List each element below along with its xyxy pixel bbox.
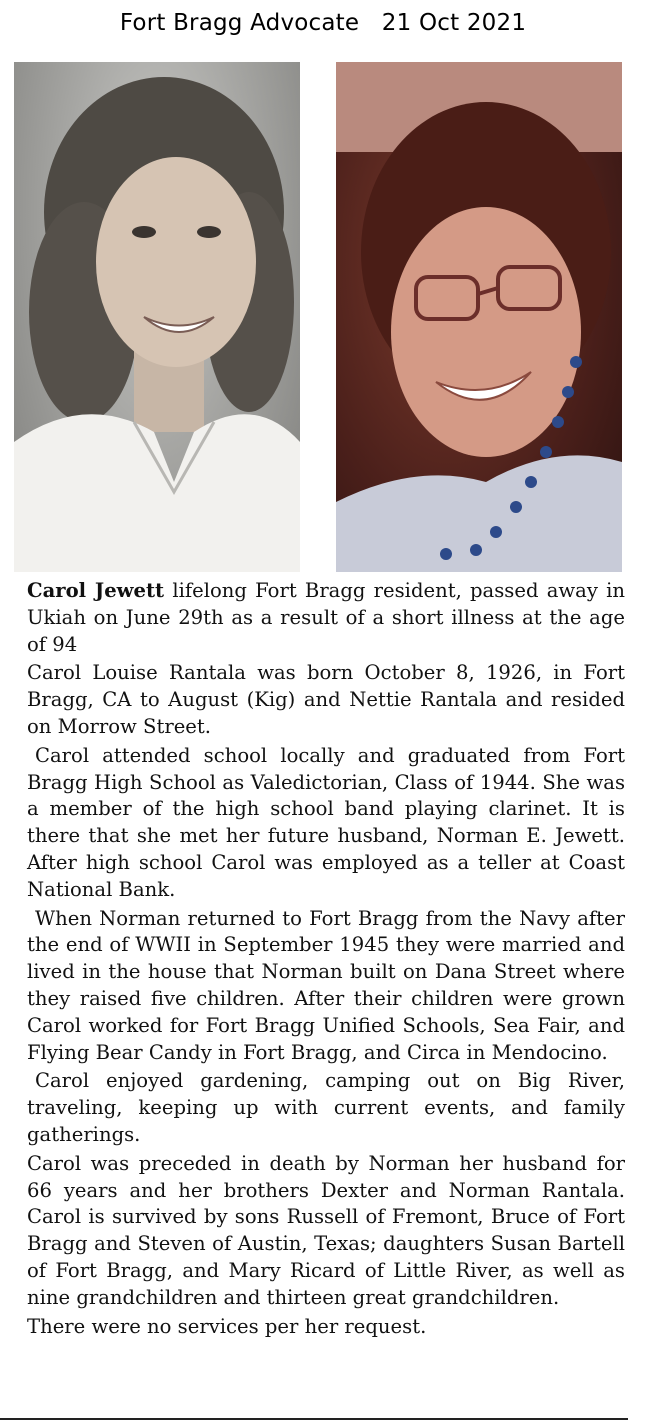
article-paragraph: There were no services per her request. (27, 1314, 427, 1338)
article-paragraph: Carol enjoyed gardening, camping out on Big River, traveling, keeping up with current events, and family gatherings. (27, 1069, 625, 1146)
publication-date: 21 Oct 2021 (381, 10, 527, 36)
publication-name: Fort Bragg Advocate (119, 10, 360, 36)
later-portrait-photo (336, 62, 622, 572)
article-paragraph: When Norman returned to Fort Bragg from the Navy after the end of WWII in September 1945 they were married and lived in the house that Norman built on Dana Street where they raised five children. After their children were grown Carol worked for Fort Bragg Unified Schools, Sea Fair, and Flying Bear Candy in Fort Bragg, and Circa in Mendocino. (27, 906, 625, 1064)
youth-portrait-photo (14, 62, 300, 572)
bottom-divider (0, 1418, 628, 1420)
article-paragraph: Carol was preceded in death by Norman her husband for 66 years and her brothers Dexter and Norman Rantala. Carol is survived by sons Russell of Fremont, Bruce of Fort Bragg and Steven of Austin, Texas; daughters Susan Bartell of Fort Bragg, and Mary Ricard of Little River, as well as nine grandchildren and thirteen great grandchildren. (27, 1151, 625, 1309)
obituary-article (27, 578, 625, 1342)
newspaper-header (0, 10, 646, 36)
paragraph-text: lifelong Fort Bragg resident, passed away in Ukiah on June 29th as a result of a short illness at the age of 94 (27, 579, 625, 656)
deceased-name: Carol Jewett (27, 579, 165, 602)
article-paragraph (27, 578, 625, 658)
article-paragraph: Carol Louise Rantala was born October 8, 1926, in Fort Bragg, CA to August (Kig) and Nettie Rantala and resided on Morrow Street. (27, 661, 625, 738)
article-paragraph: Carol attended school locally and graduated from Fort Bragg High School as Valedictorian, Class of 1944. She was a member of the high school band playing clarinet. It is there that she met her future husband, Norman E. Jewett. After high school Carol was employed as a teller at Coast National Bank. (27, 743, 625, 901)
